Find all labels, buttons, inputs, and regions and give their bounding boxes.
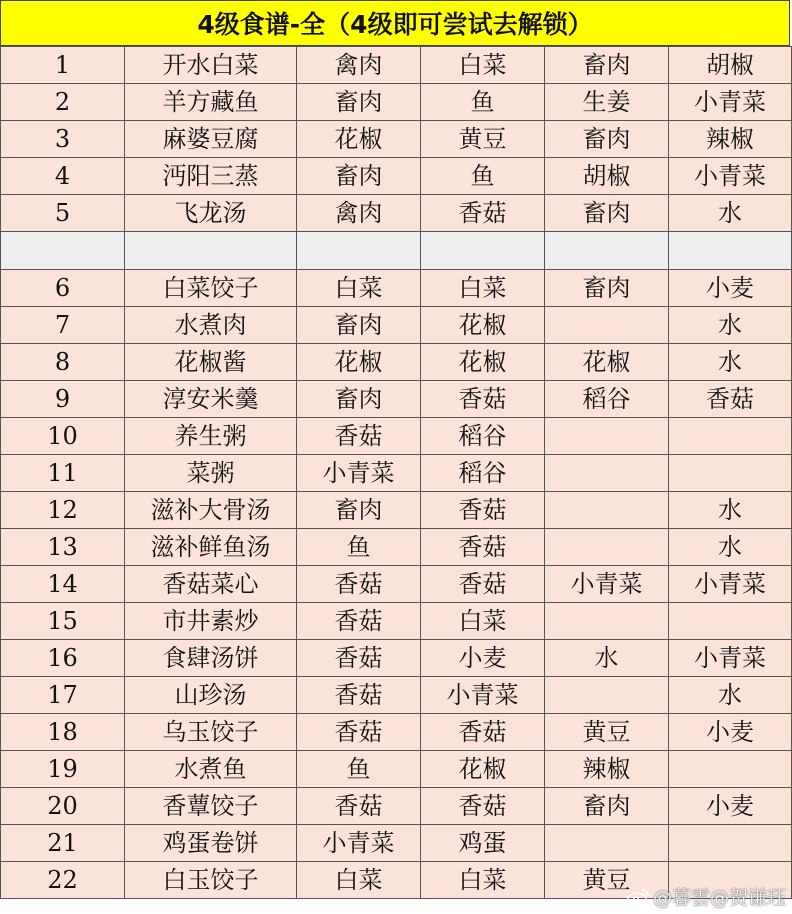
dish-name-cell: 水煮肉 bbox=[125, 307, 297, 344]
sheet-title: 4级食谱-全（4级即可尝试去解锁） bbox=[0, 0, 790, 46]
dish-name-cell: 滋补鲜鱼汤 bbox=[125, 529, 297, 566]
recipe-row bbox=[1, 825, 792, 862]
ingredient-3-cell: 胡椒 bbox=[545, 158, 669, 195]
row-number-cell: 8 bbox=[1, 344, 125, 381]
ingredient-4-cell bbox=[669, 603, 792, 640]
recipe-row bbox=[1, 307, 792, 344]
watermark-text: @暮雲@贺谦珏 bbox=[652, 887, 786, 909]
ingredient-4-cell: 水 bbox=[669, 492, 792, 529]
dish-name-cell: 白玉饺子 bbox=[125, 862, 297, 899]
ingredient-3-cell bbox=[545, 529, 669, 566]
ingredient-3-cell bbox=[545, 677, 669, 714]
row-number-cell: 2 bbox=[1, 84, 125, 121]
recipe-row bbox=[1, 195, 792, 232]
ingredient-4-cell: 胡椒 bbox=[669, 47, 792, 84]
ingredient-4-cell: 水 bbox=[669, 344, 792, 381]
ingredient-1-cell: 畜肉 bbox=[297, 307, 421, 344]
ingredient-4-cell: 水 bbox=[669, 307, 792, 344]
ingredient-2-cell: 香菇 bbox=[421, 566, 545, 603]
ingredient-2-cell: 香菇 bbox=[421, 381, 545, 418]
row-number-cell: 10 bbox=[1, 418, 125, 455]
recipe-row bbox=[1, 158, 792, 195]
recipe-row bbox=[1, 640, 792, 677]
recipe-row bbox=[1, 455, 792, 492]
dish-name-cell: 山珍汤 bbox=[125, 677, 297, 714]
ingredient-2-cell: 花椒 bbox=[421, 307, 545, 344]
ingredient-1-cell: 鱼 bbox=[297, 751, 421, 788]
ingredient-3-cell: 花椒 bbox=[545, 344, 669, 381]
ingredient-4-cell bbox=[669, 751, 792, 788]
recipe-table bbox=[0, 46, 792, 899]
row-number-cell: 3 bbox=[1, 121, 125, 158]
dish-name-cell: 淳安米羹 bbox=[125, 381, 297, 418]
recipe-row bbox=[1, 344, 792, 381]
ingredient-2-cell: 白菜 bbox=[421, 47, 545, 84]
ingredient-1-cell: 花椒 bbox=[297, 344, 421, 381]
ingredient-3-cell: 黄豆 bbox=[545, 714, 669, 751]
ingredient-4-cell: 小青菜 bbox=[669, 640, 792, 677]
ingredient-1-cell: 香菇 bbox=[297, 640, 421, 677]
row-number-cell: 9 bbox=[1, 381, 125, 418]
ingredient-4-cell bbox=[669, 418, 792, 455]
dish-name-cell: 香蕈饺子 bbox=[125, 788, 297, 825]
ingredient-2-cell: 小麦 bbox=[421, 640, 545, 677]
row-number-cell: 14 bbox=[1, 566, 125, 603]
ingredient-1-cell: 香菇 bbox=[297, 566, 421, 603]
row-number-cell: 15 bbox=[1, 603, 125, 640]
ingredient-2-cell: 鱼 bbox=[421, 84, 545, 121]
ingredient-3-cell: 畜肉 bbox=[545, 270, 669, 307]
dish-name-cell: 乌玉饺子 bbox=[125, 714, 297, 751]
ingredient-2-cell: 香菇 bbox=[421, 529, 545, 566]
ingredient-1-cell: 花椒 bbox=[297, 121, 421, 158]
ingredient-1-cell: 香菇 bbox=[297, 714, 421, 751]
recipe-row bbox=[1, 47, 792, 84]
ingredient-2-cell: 黄豆 bbox=[421, 121, 545, 158]
ingredient-1-cell: 禽肉 bbox=[297, 47, 421, 84]
ingredient-2-cell: 稻谷 bbox=[421, 418, 545, 455]
ingredient-2-cell: 鱼 bbox=[421, 158, 545, 195]
ingredient-3-cell bbox=[545, 492, 669, 529]
ingredient-1-cell: 小青菜 bbox=[297, 455, 421, 492]
ingredient-2-cell: 白菜 bbox=[421, 603, 545, 640]
row-number-cell: 11 bbox=[1, 455, 125, 492]
row-number-cell: 13 bbox=[1, 529, 125, 566]
recipe-row bbox=[1, 121, 792, 158]
ingredient-1-cell: 白菜 bbox=[297, 270, 421, 307]
separator-cell bbox=[125, 232, 297, 270]
ingredient-4-cell: 水 bbox=[669, 529, 792, 566]
recipe-table-body bbox=[1, 47, 792, 899]
ingredient-3-cell bbox=[545, 455, 669, 492]
ingredient-3-cell bbox=[545, 825, 669, 862]
row-number-cell: 4 bbox=[1, 158, 125, 195]
recipe-row bbox=[1, 492, 792, 529]
dish-name-cell: 菜粥 bbox=[125, 455, 297, 492]
dish-name-cell: 花椒酱 bbox=[125, 344, 297, 381]
dish-name-cell: 开水白菜 bbox=[125, 47, 297, 84]
ingredient-3-cell: 稻谷 bbox=[545, 381, 669, 418]
ingredient-1-cell: 畜肉 bbox=[297, 381, 421, 418]
ingredient-3-cell: 水 bbox=[545, 640, 669, 677]
recipe-row bbox=[1, 714, 792, 751]
ingredient-3-cell: 畜肉 bbox=[545, 195, 669, 232]
separator-cell bbox=[297, 232, 421, 270]
ingredient-3-cell: 畜肉 bbox=[545, 47, 669, 84]
recipe-row bbox=[1, 529, 792, 566]
weibo-icon bbox=[627, 888, 649, 906]
ingredient-3-cell bbox=[545, 307, 669, 344]
ingredient-4-cell: 小麦 bbox=[669, 270, 792, 307]
ingredient-1-cell: 香菇 bbox=[297, 603, 421, 640]
row-number-cell: 20 bbox=[1, 788, 125, 825]
ingredient-2-cell: 香菇 bbox=[421, 788, 545, 825]
ingredient-2-cell: 稻谷 bbox=[421, 455, 545, 492]
row-number-cell: 7 bbox=[1, 307, 125, 344]
ingredient-1-cell: 畜肉 bbox=[297, 84, 421, 121]
dish-name-cell: 滋补大骨汤 bbox=[125, 492, 297, 529]
ingredient-1-cell: 畜肉 bbox=[297, 158, 421, 195]
dish-name-cell: 白菜饺子 bbox=[125, 270, 297, 307]
ingredient-2-cell: 小青菜 bbox=[421, 677, 545, 714]
ingredient-2-cell: 花椒 bbox=[421, 751, 545, 788]
ingredient-4-cell: 小青菜 bbox=[669, 158, 792, 195]
recipe-row bbox=[1, 270, 792, 307]
recipe-row bbox=[1, 788, 792, 825]
row-number-cell: 18 bbox=[1, 714, 125, 751]
ingredient-4-cell bbox=[669, 825, 792, 862]
dish-name-cell: 飞龙汤 bbox=[125, 195, 297, 232]
separator-cell bbox=[545, 232, 669, 270]
ingredient-4-cell: 香菇 bbox=[669, 381, 792, 418]
row-number-cell: 16 bbox=[1, 640, 125, 677]
row-number-cell: 22 bbox=[1, 862, 125, 899]
ingredient-3-cell bbox=[545, 603, 669, 640]
row-number-cell: 21 bbox=[1, 825, 125, 862]
weibo-watermark bbox=[627, 883, 786, 910]
row-number-cell: 17 bbox=[1, 677, 125, 714]
recipe-row bbox=[1, 677, 792, 714]
ingredient-2-cell: 白菜 bbox=[421, 862, 545, 899]
dish-name-cell: 沔阳三蒸 bbox=[125, 158, 297, 195]
ingredient-1-cell: 香菇 bbox=[297, 788, 421, 825]
recipe-row bbox=[1, 381, 792, 418]
ingredient-3-cell: 畜肉 bbox=[545, 121, 669, 158]
row-number-cell: 6 bbox=[1, 270, 125, 307]
ingredient-4-cell: 水 bbox=[669, 677, 792, 714]
row-number-cell: 19 bbox=[1, 751, 125, 788]
ingredient-1-cell: 鱼 bbox=[297, 529, 421, 566]
ingredient-1-cell: 香菇 bbox=[297, 418, 421, 455]
ingredient-2-cell: 鸡蛋 bbox=[421, 825, 545, 862]
ingredient-2-cell: 白菜 bbox=[421, 270, 545, 307]
ingredient-1-cell: 禽肉 bbox=[297, 195, 421, 232]
ingredient-1-cell: 香菇 bbox=[297, 677, 421, 714]
ingredient-2-cell: 香菇 bbox=[421, 492, 545, 529]
ingredient-4-cell: 小麦 bbox=[669, 714, 792, 751]
ingredient-4-cell: 辣椒 bbox=[669, 121, 792, 158]
ingredient-3-cell: 畜肉 bbox=[545, 788, 669, 825]
recipe-row bbox=[1, 566, 792, 603]
ingredient-4-cell: 小青菜 bbox=[669, 566, 792, 603]
ingredient-1-cell: 畜肉 bbox=[297, 492, 421, 529]
dish-name-cell: 麻婆豆腐 bbox=[125, 121, 297, 158]
ingredient-3-cell: 生姜 bbox=[545, 84, 669, 121]
ingredient-4-cell: 水 bbox=[669, 195, 792, 232]
dish-name-cell: 羊方藏鱼 bbox=[125, 84, 297, 121]
recipe-row bbox=[1, 603, 792, 640]
ingredient-4-cell: 小青菜 bbox=[669, 84, 792, 121]
row-number-cell: 5 bbox=[1, 195, 125, 232]
ingredient-3-cell: 小青菜 bbox=[545, 566, 669, 603]
dish-name-cell: 水煮鱼 bbox=[125, 751, 297, 788]
ingredient-3-cell bbox=[545, 418, 669, 455]
recipe-row bbox=[1, 751, 792, 788]
separator-cell bbox=[421, 232, 545, 270]
ingredient-2-cell: 香菇 bbox=[421, 714, 545, 751]
dish-name-cell: 香菇菜心 bbox=[125, 566, 297, 603]
ingredient-3-cell: 黄豆 bbox=[545, 862, 669, 899]
separator-row bbox=[1, 232, 792, 270]
separator-cell bbox=[669, 232, 792, 270]
recipe-row bbox=[1, 84, 792, 121]
recipe-row bbox=[1, 418, 792, 455]
ingredient-4-cell: 小麦 bbox=[669, 788, 792, 825]
dish-name-cell: 食肆汤饼 bbox=[125, 640, 297, 677]
ingredient-2-cell: 花椒 bbox=[421, 344, 545, 381]
ingredient-3-cell: 辣椒 bbox=[545, 751, 669, 788]
dish-name-cell: 鸡蛋卷饼 bbox=[125, 825, 297, 862]
row-number-cell: 1 bbox=[1, 47, 125, 84]
ingredient-1-cell: 小青菜 bbox=[297, 825, 421, 862]
ingredient-1-cell: 白菜 bbox=[297, 862, 421, 899]
row-number-cell: 12 bbox=[1, 492, 125, 529]
dish-name-cell: 市井素炒 bbox=[125, 603, 297, 640]
dish-name-cell: 养生粥 bbox=[125, 418, 297, 455]
ingredient-4-cell bbox=[669, 455, 792, 492]
separator-cell bbox=[1, 232, 125, 270]
ingredient-2-cell: 香菇 bbox=[421, 195, 545, 232]
